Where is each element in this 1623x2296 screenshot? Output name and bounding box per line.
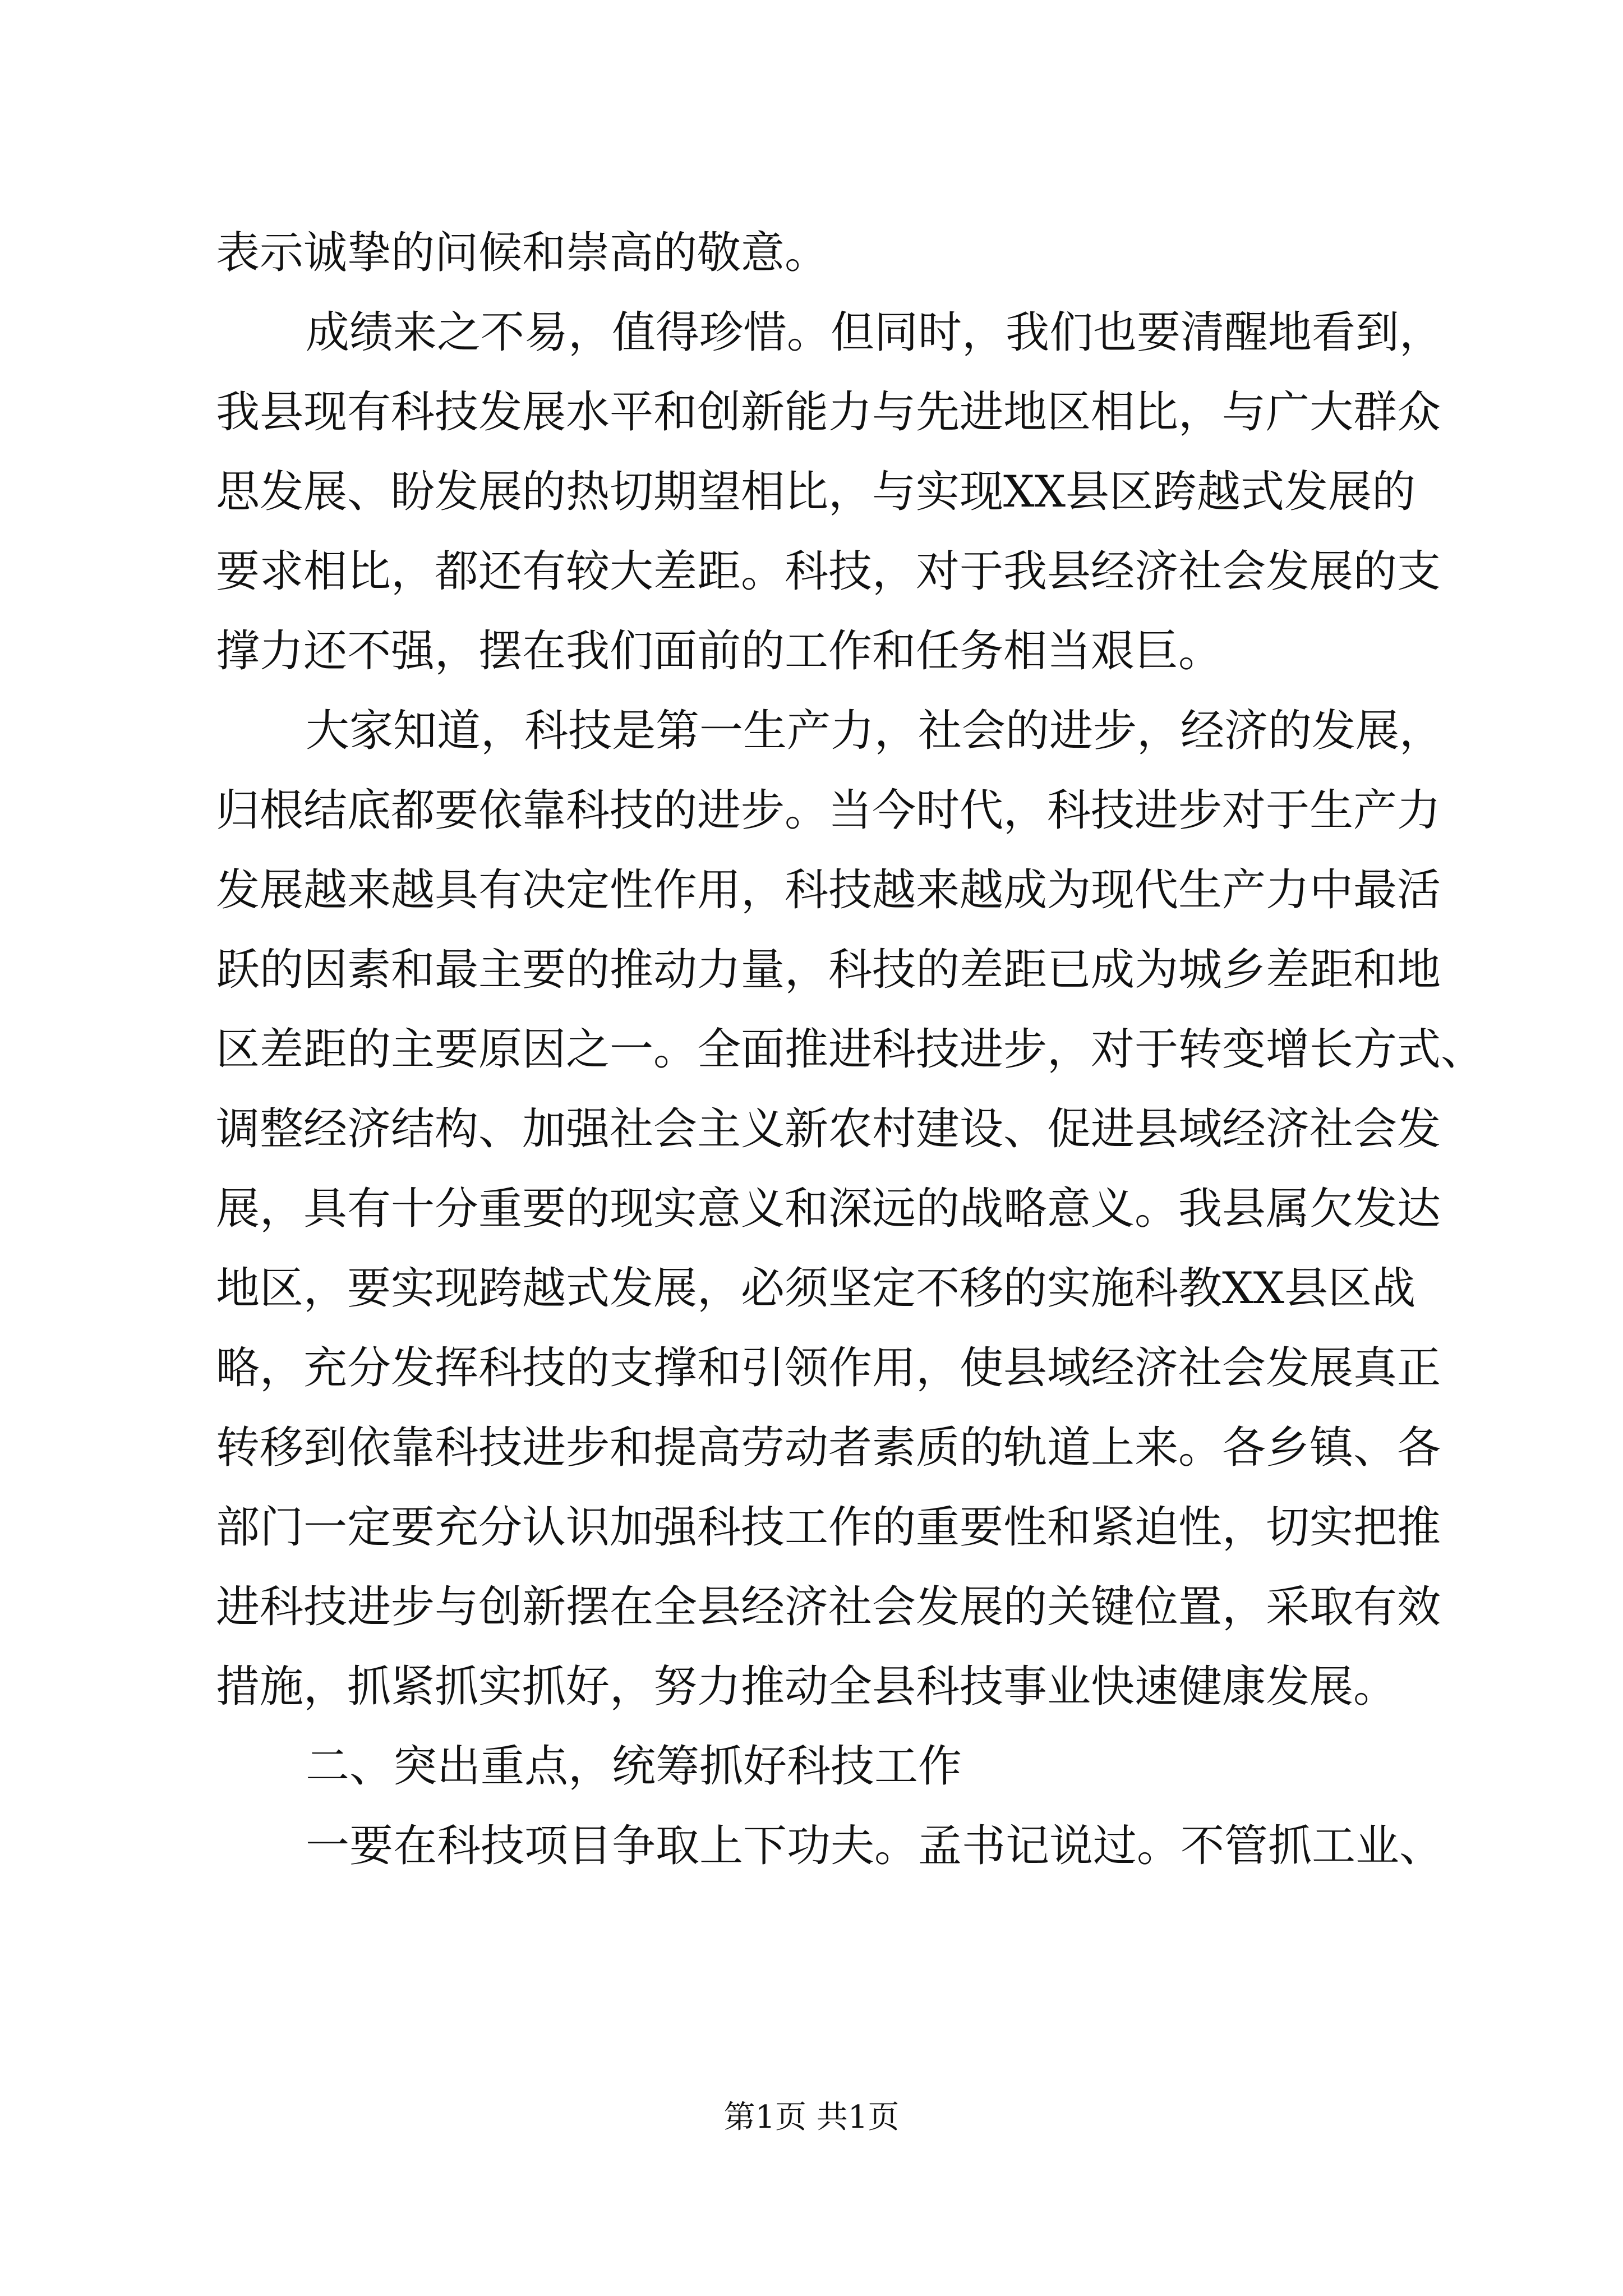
text-line: 思发展、盼发展的热切期望相比，与实现XX县区跨越式发展的 [216, 467, 1416, 517]
text-line: 区差距的主要原因之一。全面推进科技进步，对于转变增长方式、 [216, 1024, 1485, 1075]
text-line: 措施，抓紧抓实抓好，努力推动全县科技事业快速健康发展。 [216, 1662, 1398, 1712]
text-line: 略，充分发挥科技的支撑和引领作用，使县域经济社会发展真正 [216, 1343, 1441, 1393]
text-line: 地区，要实现跨越式发展，必须坚定不移的实施科教XX县区战 [216, 1263, 1416, 1314]
text-line: 展，具有十分重要的现实意义和深远的战略意义。我县属欠发达 [216, 1184, 1441, 1234]
text-line: 要求相比，都还有较大差距。科技，对于我县经济社会发展的支 [216, 546, 1441, 597]
page-number-footer: 第1页 共1页 [723, 2099, 900, 2136]
document-body [216, 213, 1485, 1886]
text-line: 一要在科技项目争取上下功夫。孟书记说过。不管抓工业、 [306, 1821, 1444, 1871]
text-line: 成绩来之不易，值得珍惜。但同时，我们也要清醒地看到， [306, 307, 1444, 358]
text-line: 跃的因素和最主要的推动力量，科技的差距已成为城乡差距和地 [216, 945, 1441, 995]
text-line: 表示诚挚的问候和崇高的敬意。 [216, 228, 829, 278]
text-line: 进科技进步与创新摆在全县经济社会发展的关键位置，采取有效 [216, 1582, 1441, 1632]
text-line: 我县现有科技发展水平和创新能力与先进地区相比，与广大群众 [216, 387, 1441, 438]
section-heading: 二、突出重点，统筹抓好科技工作 [306, 1741, 962, 1792]
text-line: 归根结底都要依靠科技的进步。当今时代，科技进步对于生产力 [216, 785, 1441, 836]
text-line: 大家知道，科技是第一生产力，社会的进步，经济的发展， [306, 706, 1444, 756]
text-line: 撑力还不强，摆在我们面前的工作和任务相当艰巨。 [216, 626, 1223, 677]
text-line: 调整经济结构、加强社会主义新农村建设、促进县域经济社会发 [216, 1104, 1441, 1154]
text-line: 发展越来越具有决定性作用，科技越来越成为现代生产力中最活 [216, 865, 1441, 915]
text-line: 部门一定要充分认识加强科技工作的重要性和紧迫性，切实把推 [216, 1502, 1441, 1553]
text-line: 转移到依靠科技进步和提高劳动者素质的轨道上来。各乡镇、各 [216, 1423, 1441, 1473]
